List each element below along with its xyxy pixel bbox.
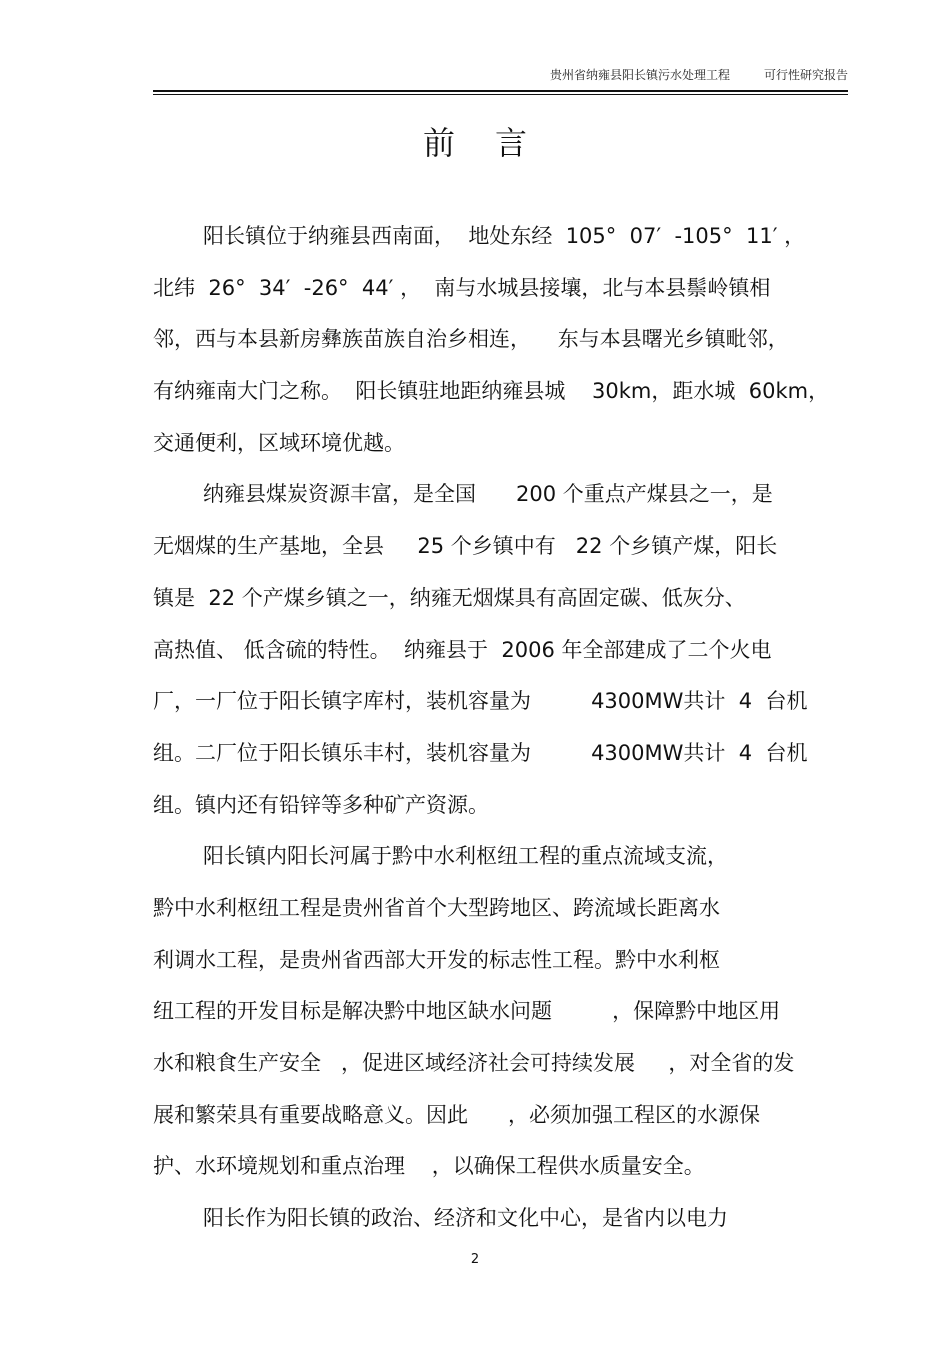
text-line: 纽工程的开发目标是解决黔中地区缺水问题 ，保障黔中地区用 <box>153 999 781 1024</box>
header-rule-thick <box>153 90 848 92</box>
text-line: 组。镇内还有铅锌等多种矿产资源。 <box>153 792 489 817</box>
paragraph-4 <box>153 1193 853 1245</box>
paragraph-3 <box>153 831 853 1193</box>
text-line: 北纬 26° 34′ -26° 44′ ， 南与水城县接壤，北与本县鬃岭镇相 <box>153 275 771 300</box>
header-project-name: 贵州省纳雍县阳长镇污水处理工程 <box>549 68 730 82</box>
running-header <box>153 66 848 83</box>
text-line: 黔中水利枢纽工程是贵州省首个大型跨地区、跨流域长距离水 <box>153 895 720 920</box>
page-number: 2 <box>470 1252 480 1267</box>
text-line: 展和繁荣具有重要战略意义。因此 ，必须加强工程区的水源保 <box>153 1102 761 1127</box>
text-line: 厂，一厂位于阳长镇字库村，装机容量为 4300MW共计 4 台机 <box>153 689 808 714</box>
text-line: 交通便利，区域环境优越。 <box>153 430 405 455</box>
text-line: 阳长作为阳长镇的政治、经济和文化中心，是省内以电力 <box>203 1206 728 1231</box>
text-line: 无烟煤的生产基地，全县 25 个乡镇中有 22 个乡镇产煤，阳长 <box>153 534 778 559</box>
text-line: 高热值、 低含硫的特性。 纳雍县于 2006 年全部建成了二个火电 <box>153 637 772 662</box>
text-line: 阳长镇位于纳雍县西南面， 地处东经 105° 07′ -105° 11′ ， <box>203 224 806 248</box>
page-title: 前言 <box>422 124 567 162</box>
text-line: 组。二厂位于阳长镇乐丰村，装机容量为 4300MW共计 4 台机 <box>153 740 808 765</box>
header-rule-thin <box>153 94 848 95</box>
text-line: 阳长镇内阳长河属于黔中水利枢纽工程的重点流域支流， <box>203 844 728 869</box>
text-line: 镇是 22 个产煤乡镇之一，纳雍无烟煤具有高固定碳、低灰分、 <box>153 585 746 610</box>
paragraph-1 <box>153 211 853 469</box>
text-line: 水和粮食生产安全 ，促进区域经济社会可持续发展 ，对全省的发 <box>153 1051 795 1075</box>
text-line: 利调水工程，是贵州省西部大开发的标志性工程。黔中水利枢 <box>153 947 720 972</box>
text-line: 有纳雍南大门之称。 阳长镇驻地距纳雍县城 30km，距水城 60km， <box>153 379 830 404</box>
body-text <box>153 211 853 1245</box>
header-report-type: 可行性研究报告 <box>763 68 848 82</box>
text-line: 纳雍县煤炭资源丰富，是全国 200 个重点产煤县之一，是 <box>203 482 773 507</box>
paragraph-2 <box>153 469 853 831</box>
text-line: 邻，西与本县新房彝族苗族自治乡相连， 东与本县曙光乡镇毗邻， <box>153 327 789 352</box>
text-line: 护、水环境规划和重点治理 ，以确保工程供水质量安全。 <box>153 1154 705 1179</box>
